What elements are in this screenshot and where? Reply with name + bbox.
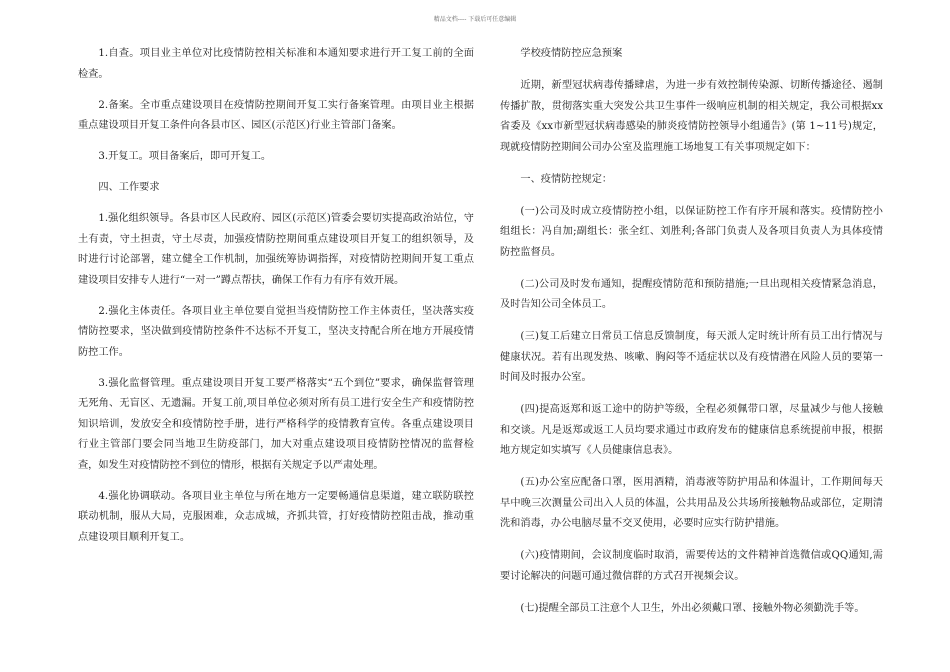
paragraph-intro: 近期，新型冠状病毒传播肆虐，为进一步有效控制传染源、切断传播途径、遏制传播扩散，贯彻落实重大突发公共卫生事件一级响应机制的相关规定，我公司根据xx省委及《xx市新型冠状病毒感染的肺炎疫情防控领导小组通告》(第 1~11号)规定，现就疫情防控期间公司办公室及监理施工场地复工有关事项规定如下： bbox=[500, 80, 883, 153]
paragraph-organization-leadership: 1.强化组织领导。各县市区人民政府、园区(示范区)管委会要切实提高政治站位，守土有责，守土担责，守土尽责，加强疫情防控期间重点建设项目开复工的组织领导，及时进行讨论部署，建立健全工作机制，加强统筹协调指挥，对疫情防控期间开复工重点建设项目安排专人进行“一对一”蹲点帮扶，确保工作有力有序有效开展。 bbox=[78, 213, 474, 286]
paragraph-resume-work: 3.开复工。项目备案后，即可开复工。 bbox=[98, 151, 272, 162]
rule-item-5: (五)办公室应配备口罩，医用酒精，消毒液等防护用品和体温计，工作期间每天早中晚三次测量公司出入人员的体温，公共用品及公共场所接触物品或部位，定期清洗和消毒，办公电脑尽量不交叉使用，必要时应实行防护措施。 bbox=[500, 477, 883, 529]
rule-item-3: (三)复工后建立日常员工信息反馈制度，每天派人定时统计所有员工出行情况与健康状况。若有出现发热、咳嗽、胸闷等不适症状以及有疫情潜在风险人员的要第一时间及时报办公室。 bbox=[500, 331, 883, 383]
page-header: 精品文档---- 下载后可任意编辑 bbox=[433, 16, 517, 23]
paragraph-supervision: 3.强化监督管理。重点建设项目开复工要严格落实“五个到位”要求，确保监督管理无死角、无盲区、无遗漏。开复工前,项目单位必须对所有员工进行安全生产和疫情防控知识培训，发放安全和疫情防控手册，进行严格科学的疫情教育宣传。各重点建设项目行业主管部门要会同当地卫生防疫部门，加大对重点建设项目疫情防控情况的监督检查，如发生对疫情防控不到位的情形，根据有关规定予以严肃处理。 bbox=[78, 377, 474, 471]
rule-item-4: (四)提高返郑和返工途中的防护等级，全程必须佩带口罩，尽量减少与他人接触和交谈。凡是返郑或返工人员均要求通过市政府发布的健康信息系统提前申报，根据地方规定如实填写《人员健康信息表》。 bbox=[500, 404, 883, 456]
rule-item-2: (二)公司及时发布通知，提醒疫情防范和预防措施;一旦出现相关疫情紧急消息，及时告知公司全体员工。 bbox=[500, 278, 883, 310]
section-heading-work-requirements: 四、工作要求 bbox=[98, 182, 160, 193]
paragraph-main-responsibility: 2.强化主体责任。各项目业主单位要自觉担当疫情防控工作主体责任，坚决落实疫情防控要求，坚决做到疫情防控条件不达标不开复工，坚决支持配合所在地方开展疫情防控工作。 bbox=[78, 305, 474, 358]
rule-item-6: (六)疫情期间，会议制度临时取消，需要传达的文件精神首选微信或QQ通知,需要讨论解决的问题可通过微信群的方式召开视频会议。 bbox=[500, 550, 883, 582]
section-heading-prevention-rules: 一、疫情防控规定： bbox=[520, 173, 613, 185]
rule-item-7: (七)提醒全部员工注意个人卫生，外出必须戴口罩、接触外物必须勤洗手等。 bbox=[520, 602, 865, 614]
right-column bbox=[500, 44, 883, 631]
document-title: 学校疫情防控应急预案 bbox=[520, 48, 623, 59]
left-column bbox=[78, 44, 474, 559]
paragraph-self-check: 1.自查。项目业主单位对比疫情防控相关标准和本通知要求进行开工复工前的全面检查。 bbox=[78, 48, 474, 80]
paragraph-filing: 2.备案。全市重点建设项目在疫情防控期间开复工实行备案管理。由项目业主根据重点建设项目开复工条件向各县市区、园区(示范区)行业主管部门备案。 bbox=[78, 99, 474, 131]
paragraph-coordination: 4.强化协调联动。各项目业主单位与所在地方一定要畅通信息渠道，建立联防联控联动机制，服从大局，克服困难，众志成城，齐抓共管，打好疫情防控阻击战，推动重点建设项目顺利开复工。 bbox=[78, 490, 474, 543]
rule-item-1: (一)公司及时成立疫情防控小组，以保证防控工作有序开展和落实。疫情防控小组组长：冯自加;副组长：张全红、刘胜利;各部门负责人及各项目负责人为具体疫情防控监督员。 bbox=[500, 205, 883, 258]
